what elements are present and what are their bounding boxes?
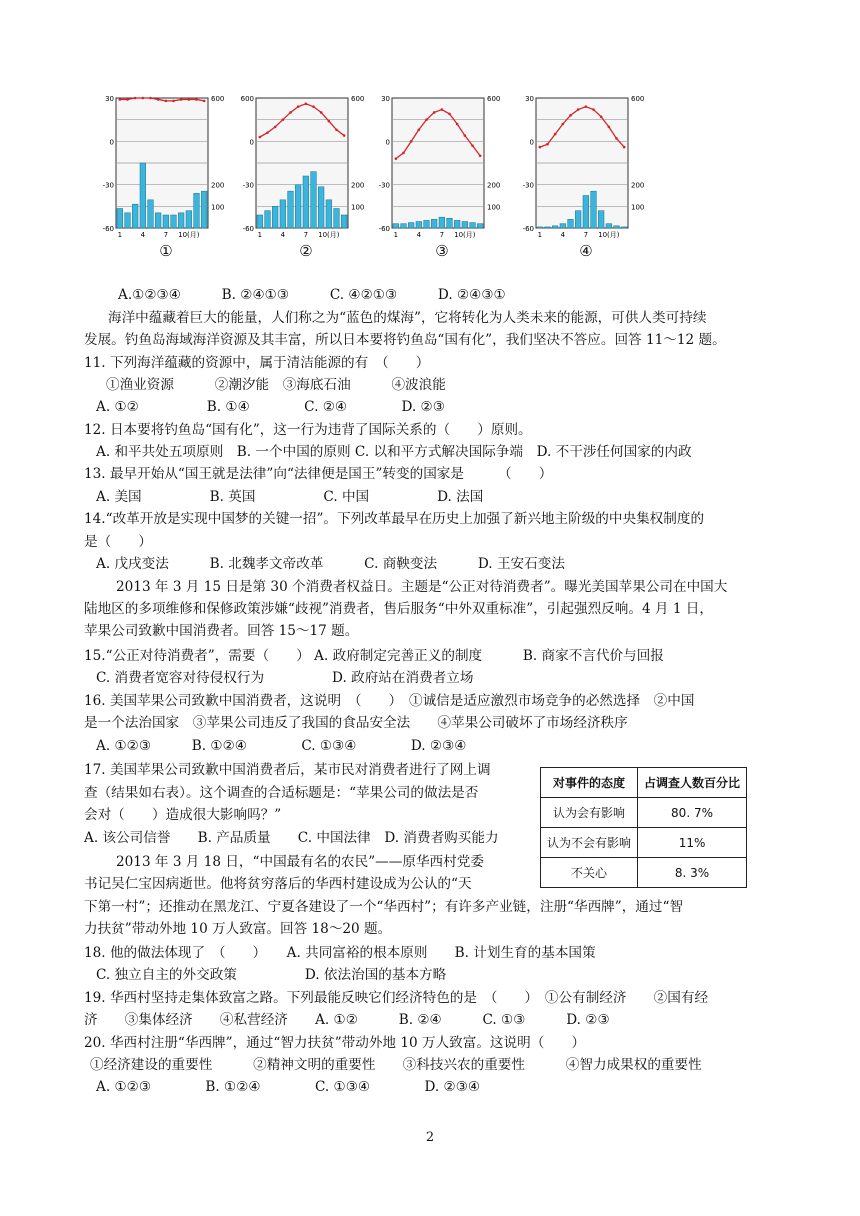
temp-point: [410, 140, 413, 143]
precip-bar: [194, 193, 200, 228]
temp-tick-label: 30: [525, 95, 534, 103]
precip-bar: [424, 220, 430, 228]
survey-table: [540, 767, 747, 888]
temp-tick-label: 0: [529, 138, 534, 147]
precip-bar: [552, 226, 558, 228]
precip-tick-label: 100: [487, 203, 501, 212]
precip-bar: [614, 226, 620, 228]
precip-bar: [132, 204, 138, 228]
temp-point: [165, 100, 168, 103]
passage-line: 2013 年 3 月 18 日，“中国最有名的农民”——原华西村党委: [116, 854, 484, 870]
survey-header: 占调查人数百分比: [638, 768, 747, 798]
precip-bar: [416, 222, 422, 229]
climate-chart-3: [372, 92, 512, 268]
precip-bar: [257, 215, 263, 228]
question-12: 12. 日本要将钓鱼岛“国有化”，这一行为违背了国际关系的（ ）原则。: [84, 422, 532, 438]
climate-chart-2: [236, 92, 376, 268]
temp-point: [554, 133, 557, 136]
precip-bar: [201, 191, 207, 228]
temp-tick-label: -30: [242, 181, 254, 190]
precip-bar: [311, 172, 317, 228]
temp-point: [335, 128, 338, 131]
precip-tick-label: 200: [211, 181, 225, 190]
precip-bar: [280, 200, 286, 228]
precip-bar: [477, 224, 483, 228]
question-14: 是（ ）: [84, 534, 152, 550]
question-15-options: C. 消费者宽容对待侵权行为 D. 政府站在消费者立场: [96, 670, 474, 686]
q10-options: A.①②③④ B. ②④①③ C. ④②①③ D. ②④③①: [118, 287, 506, 303]
precip-bar: [454, 220, 460, 228]
precip-bar: [591, 191, 597, 228]
climate-chart-4: [516, 92, 656, 268]
precip-bar: [117, 209, 123, 229]
temp-point: [585, 105, 588, 108]
survey-row: [541, 798, 747, 828]
month-tick-label: 10(月): [318, 231, 340, 239]
precip-bar: [341, 215, 347, 228]
precip-bar: [295, 185, 301, 228]
precip-bar: [155, 213, 161, 228]
precip-bar: [431, 219, 437, 228]
question-11-items: ①渔业资源 ②潮汐能 ③海底石油 ④波浪能: [106, 377, 446, 393]
passage-line: 发展。钓鱼岛海域海洋资源及其丰富，所以日本要将钓鱼岛“国有化”，我们坚决不答应。回答 11～12 题。: [84, 332, 726, 348]
precip-bar: [560, 224, 566, 228]
temp-tick-label: 30: [105, 95, 114, 103]
question-16: 16. 美国苹果公司致歉中国消费者，这说明 （ ） ①诚信是适应激烈市场竞争的必然选择 ②中国: [84, 693, 695, 709]
passage-line: 书记吴仁宝因病逝世。他将贫穷落后的华西村建设成为公认的“天: [84, 876, 472, 892]
month-tick-label: 7: [163, 231, 169, 239]
month-tick-label: 4: [280, 231, 286, 239]
survey-header: 对事件的态度: [541, 768, 638, 798]
question-18-options: C. 独立自主的外交政策 D. 依法治国的基本方略: [96, 967, 447, 983]
temp-point: [126, 98, 129, 101]
temp-point: [615, 137, 618, 140]
precip-bar: [393, 224, 399, 228]
precip-bar: [447, 218, 453, 228]
climate-charts: [96, 92, 664, 268]
precip-tick-label: 200: [487, 181, 501, 190]
question-17: 17. 美国苹果公司致歉中国消费者后，某市民对消费者进行了网上调: [84, 762, 491, 778]
chart-label: ②: [299, 242, 313, 260]
precip-bar: [326, 200, 332, 228]
temp-point: [479, 154, 482, 157]
temp-tick-label: -30: [378, 181, 390, 190]
precip-bar: [408, 223, 414, 228]
temp-point: [195, 98, 198, 101]
temp-tick-label: -60: [522, 225, 534, 233]
question-11: 11. 下列海洋蕴藏的资源中，属于清洁能源的有 （ ）: [84, 355, 430, 371]
precip-tick-label: 100: [211, 203, 225, 212]
precip-tick-label: 600: [631, 95, 645, 103]
precip-bar: [606, 224, 612, 228]
temp-point: [259, 136, 262, 139]
chart-label: ③: [435, 242, 449, 260]
precip-bar: [171, 215, 177, 228]
precip-bar: [462, 222, 468, 229]
passage-line: 苹果公司致歉中国消费者。回答 15～17 题。: [84, 623, 359, 639]
temp-point: [623, 146, 626, 149]
temp-point: [600, 115, 603, 118]
question-16: 是一个法治国家 ③苹果公司违反了我国的食品安全法 ④苹果公司破坏了市场经济秩序: [84, 715, 628, 731]
question-14: 14.“改革开放是实现中国梦的关键一招”。下列改革最早在历史上加强了新兴地主阶级的中央集权制度的: [84, 511, 705, 527]
temp-tick-label: 600: [240, 95, 254, 103]
temp-point: [456, 123, 459, 126]
question-17: 查（结果如右表）。这个调查的合适标题是：“苹果公司的做法是否: [84, 785, 479, 801]
precip-bar: [545, 227, 551, 228]
month-tick-label: 7: [439, 231, 445, 239]
temp-point: [320, 111, 323, 114]
temp-point: [577, 108, 580, 111]
month-tick-label: 7: [583, 231, 589, 239]
temp-point: [592, 108, 595, 111]
temp-tick-label: -30: [522, 181, 534, 190]
precip-tick-label: 600: [487, 95, 501, 103]
precip-bar: [272, 206, 278, 228]
temp-point: [562, 123, 565, 126]
temp-tick-label: 0: [249, 138, 254, 147]
precip-tick-label: 200: [631, 181, 645, 190]
temp-tick-label: 0: [385, 138, 390, 147]
temp-point: [149, 97, 152, 100]
temp-point: [157, 98, 160, 101]
precip-bar: [401, 224, 407, 228]
precip-bar: [148, 200, 154, 228]
temp-point: [343, 134, 346, 137]
climate-chart-svg: [516, 92, 656, 240]
temp-point: [203, 100, 206, 103]
precip-bar: [288, 191, 294, 228]
temp-point: [441, 108, 444, 111]
temp-point: [180, 98, 183, 101]
temp-point: [274, 126, 277, 129]
precip-bar: [583, 196, 589, 229]
question-20-options: A. ①②③ B. ①②④ C. ①③④ D. ②③④: [96, 1079, 481, 1095]
survey-cell: 11%: [638, 828, 747, 858]
chart-label: ①: [159, 242, 173, 260]
month-tick-label: 10(月): [178, 231, 200, 239]
question-13: 13. 最早开始从“国王就是法律”向“法律便是国王”转变的国家是 （ ）: [84, 466, 553, 482]
temp-point: [418, 128, 421, 131]
precip-bar: [621, 227, 627, 228]
temp-point: [305, 102, 308, 105]
survey-cell: 8. 3%: [638, 858, 747, 888]
temp-point: [402, 152, 405, 155]
survey-cell: 80. 7%: [638, 798, 747, 828]
month-tick-label: 4: [416, 231, 422, 239]
precip-bar: [265, 211, 271, 228]
survey-header-row: [541, 768, 747, 798]
temp-point: [282, 118, 285, 121]
temp-point: [119, 98, 122, 101]
passage-line: 2013 年 3 月 15 日是第 30 个消费者权益日。主题是“公正对待消费者”。曝光美国苹果公司在中国大: [116, 579, 728, 595]
temp-tick-label: 0: [109, 138, 114, 147]
question-16-options: A. ①②③ B. ①②④ C. ①③④ D. ②③④: [96, 738, 467, 754]
temp-tick-label: -60: [242, 225, 254, 233]
month-tick-label: 1: [257, 231, 263, 239]
passage-line: 海洋中蕴藏着巨大的能量，人们称之为“蓝色的煤海”，它将转化为人类未来的能源，可供人类可持续: [108, 310, 707, 326]
temp-point: [172, 100, 175, 103]
month-tick-label: 1: [117, 231, 123, 239]
climate-chart-1: [96, 92, 236, 268]
month-tick-label: 7: [303, 231, 309, 239]
passage-line: 力扶贫”带动外地 10 万人致富。回答 18～20 题。: [84, 921, 392, 937]
temp-point: [433, 111, 436, 114]
precip-bar: [537, 227, 543, 228]
precip-bar: [470, 223, 476, 228]
temp-point: [289, 111, 292, 114]
precip-bar: [439, 217, 445, 228]
climate-chart-svg: [96, 92, 236, 240]
month-tick-label: 1: [537, 231, 543, 239]
question-18: 18. 他的做法体现了 （ ） A. 共同富裕的根本原则 B. 计划生育的基本国策: [84, 945, 596, 961]
precip-bar: [186, 211, 192, 228]
precip-bar: [163, 215, 169, 228]
temp-tick-label: -60: [378, 225, 390, 233]
precip-bar: [178, 213, 184, 228]
month-tick-label: 4: [140, 231, 146, 239]
precip-tick-label: 600: [211, 95, 225, 103]
month-tick-label: 1: [393, 231, 399, 239]
question-19: 济 ③集体经济 ④私营经济 A. ①② B. ②④ C. ①③ D. ②③: [84, 1012, 610, 1028]
passage-line: 下第一村”；还推动在黑龙江、宁夏各建设了一个“华西村”；有许多产业链，注册“华西牌”，通过“智: [84, 899, 684, 915]
question-20: 20. 华西村注册“华西牌”，通过“智力扶贫”带动外地 10 万人致富。这说明（ ）: [84, 1035, 586, 1051]
survey-cell: 不关心: [541, 858, 638, 888]
temp-point: [546, 143, 549, 146]
passage-line: 陆地区的多项维修和保修政策涉嫌“歧视”消费者，售后服务“中外双重标准”，引起强烈反响。4 月 1 日，: [84, 601, 713, 617]
temp-point: [608, 126, 611, 129]
month-tick-label: 10(月): [598, 231, 620, 239]
question-17-options: A. 该公司信誉 B. 产品质量 C. 中国法律 D. 消费者购买能力: [84, 830, 499, 846]
temp-point: [464, 134, 467, 137]
temp-tick-label: -30: [102, 181, 114, 190]
precip-tick-label: 600: [351, 95, 365, 103]
temp-point: [425, 118, 428, 121]
question-11-options: A. ①② B. ①④ C. ②④ D. ②③: [96, 399, 445, 415]
temp-point: [266, 131, 269, 134]
question-13-options: A. 美国 B. 英国 C. 中国 D. 法国: [96, 489, 484, 505]
temp-point: [297, 105, 300, 108]
precip-bar: [568, 219, 574, 228]
question-12-options: A. 和平共处五项原则 B. 一个中国的原则 C. 以和平方式解决国际争端 D. 不干涉任何国家的内政: [96, 444, 692, 460]
page-number: 2: [425, 1130, 435, 1145]
temp-point: [471, 144, 474, 147]
precip-bar: [125, 213, 131, 228]
precip-tick-label: 200: [351, 181, 365, 190]
temp-point: [395, 157, 398, 160]
temp-point: [539, 146, 542, 149]
precip-bar: [303, 176, 309, 228]
precip-bar: [575, 211, 581, 228]
temp-point: [142, 97, 145, 100]
precip-bar: [140, 163, 146, 228]
temp-point: [134, 97, 137, 100]
temp-point: [188, 98, 191, 101]
temp-tick-label: -60: [102, 225, 114, 233]
climate-chart-svg: [372, 92, 512, 240]
survey-row: [541, 828, 747, 858]
precip-bar: [318, 187, 324, 228]
question-14-options: A. 戊戌变法 B. 北魏孝文帝改革 C. 商鞅变法 D. 王安石变法: [96, 556, 565, 572]
temp-point: [328, 120, 331, 123]
precip-bar: [334, 209, 340, 229]
temp-point: [448, 113, 451, 116]
climate-chart-svg: [236, 92, 376, 240]
month-tick-label: 4: [560, 231, 566, 239]
temp-point: [569, 114, 572, 117]
survey-cell: 认为不会有影响: [541, 828, 638, 858]
month-tick-label: 10(月): [454, 231, 476, 239]
chart-label: ④: [579, 242, 593, 260]
precip-tick-label: 100: [631, 203, 645, 212]
survey-row: [541, 858, 747, 888]
temp-tick-label: 30: [381, 95, 390, 103]
precip-tick-label: 100: [351, 203, 365, 212]
question-20-items: ①经济建设的重要性 ②精神文明的重要性 ③科技兴农的重要性 ④智力成果权的重要性: [90, 1057, 702, 1073]
temp-point: [312, 105, 315, 108]
question-19: 19. 华西村坚持走集体致富之路。下列最能反映它们经济特色的是 （ ） ①公有制经济 ②国有经: [84, 990, 709, 1006]
question-15: 15.“公正对待消费者”，需要（ ） A. 政府制定完善正义的制度 B. 商家不言代价与回报: [84, 648, 664, 664]
survey-cell: 认为会有影响: [541, 798, 638, 828]
question-17: 会对（ ）造成很大影响吗？”: [84, 807, 282, 823]
precip-bar: [598, 211, 604, 228]
